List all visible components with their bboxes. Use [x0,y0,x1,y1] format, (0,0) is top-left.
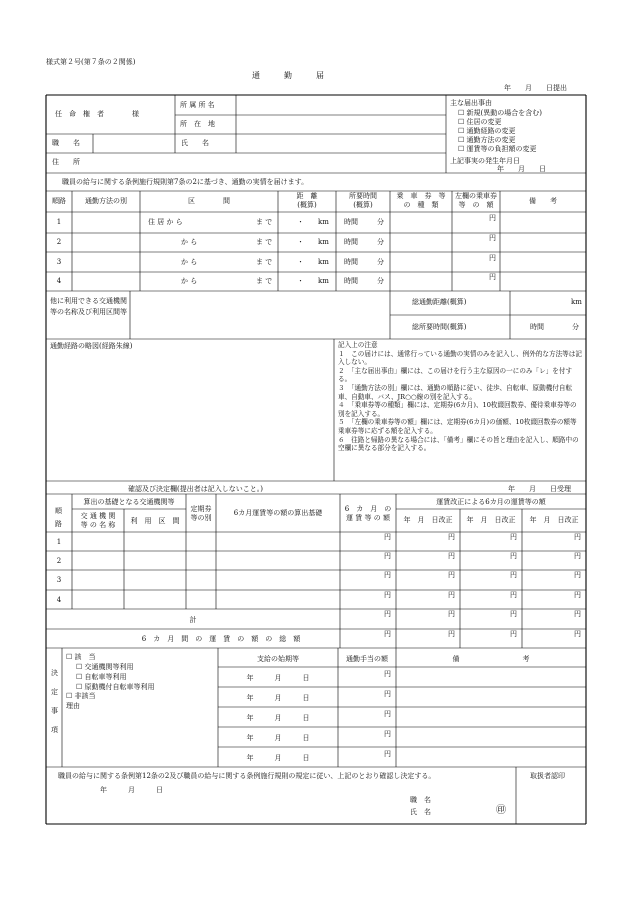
yen-unit: 円 [448,630,455,638]
start-date: 年 月 日 [246,694,310,702]
yen-unit: 円 [384,571,391,579]
yen-unit: 円 [574,610,581,618]
reasons-title: 主な届出事由 [450,99,492,107]
confirm-title: 確認及び決定欄(提出者は記入しないこと。) [128,485,263,493]
occurrence-date: 年 月 日 [497,165,546,173]
confirm-total-label: 計 [189,616,197,624]
allowance-yen: 円 [384,710,391,718]
confirm-header-name: 交 通 機 関 等 の 名 称 [80,512,116,529]
yen-unit: 円 [384,533,391,541]
route-map-label: 通勤経路の略図(経路朱線) [50,342,133,350]
reason-item[interactable]: ☐ 運賃等の負担額の変更 [458,145,537,153]
route-header-pass-amount: 左欄の乗車券 等 の 額 [455,192,497,209]
reason-label: 理由 [66,702,80,710]
allowance-yen: 円 [384,670,391,678]
confirm-header-pass: 定期券 等の別 [190,505,212,522]
route-header-remarks: 備 考 [529,197,557,205]
route-header-method: 通勤方法の別 [85,197,127,205]
route-header-pass-type: 乗 車 券 等 の 種 類 [396,192,446,209]
grand-total-label: 6 カ 月 間 の 運 賃 の 額 の 総 額 [141,635,301,643]
form-number: 様式第２号(第７条の２関係) [46,58,136,66]
reason-item[interactable]: ☐ 通勤方法の変更 [458,136,516,144]
notes: 記入上の注意 １ この届けには、通常行っている通勤の実情のみを記入し、例外的な方法等は記入しない。 ２ 「主な届出事由」欄には、この届けを行う主な原因の一にのみ「レ」を付する。 ３ 「通勤方法の別」欄には、通勤の順路に従い、徒歩、自転車、原動機付自転車、自動車、バス、JR○○線の別を記入する。 ４ 「乗車券等の種類」欄には、定期券(6カ月)、10枚綴回数券、優待乗車券等の別を記入する。 ５ 「左欄の乗車券等の額」欄には、定期券(6カ月)の価額、10枚綴回数券の額等乗車券等に応ずる額を記入する。 ６ 往路と帰路の異なる場合には、「備考」欄にその旨と理由を記入し、順路中の空欄に異なる部分を記入する。 [338,341,582,453]
yen-unit: 円 [510,571,517,579]
handler-seal-label: 取扱者認印 [530,772,565,780]
route-header-no: 順路 [52,197,66,205]
footer-statement: 職員の給与に関する条例第12条の2及び職員の給与に関する条例施行規則の規定に従い、上記のとおり確認し決定する。 [58,772,436,780]
allowance-yen: 円 [384,750,391,758]
seal-icon: ㊞ [496,805,506,816]
yen-unit: 円 [384,610,391,618]
position-label: 職 名 [52,139,80,147]
yen-unit: 円 [448,571,455,579]
yen-unit: 円 [510,630,517,638]
name-label: 氏 名 [181,139,209,147]
dept-label: 所 属 所 名 [180,101,215,109]
applicable-option[interactable]: ☐ 該 当 [66,653,96,661]
start-date: 年 月 日 [246,714,310,722]
total-time-label: 総所要時間(概算) [412,323,467,331]
yen-unit: 円 [384,630,391,638]
reason-item[interactable]: ☐ 新規(異動の場合を含む) [458,109,542,117]
declaration: 職員の給与に関する条例施行規則第7条の2に基づき、通勤の実情を届けます。 [62,178,309,186]
revision-date: 年 月 日改正 [529,516,579,524]
confirm-header-calc: 6カ月運賃等の額の算出基礎 [233,509,323,517]
yen-unit: 円 [510,591,517,599]
confirm-row-no: 2 [56,557,62,565]
allowance-label: 通勤手当の額 [346,655,388,663]
yen-unit: 円 [510,533,517,541]
revision-date: 年 月 日改正 [466,516,516,524]
yen-unit: 円 [448,533,455,541]
location-label: 所 在 地 [180,120,215,128]
other-transport-label: 他に利用できる交通機関等の名称及び利用区間等 [50,297,127,316]
route-header-time: 所要時間 (概算) [349,192,377,209]
confirm-header-amount: 6 カ 月 の 運 賃 等 の 額 [344,505,392,522]
reason-item[interactable]: ☐ 通勤経路の変更 [458,127,516,135]
submission-date: 年 月 日提出 [504,84,567,92]
address-label: 住 所 [52,158,80,166]
route-header-distance: 距 離 (概算) [296,192,318,209]
footer-name-label: 氏 名 [410,808,431,816]
footer-date: 年 月 日 [100,786,163,794]
yen-unit: 円 [448,610,455,618]
decision-label: 決 定 事 項 [51,669,58,734]
yen-unit: 円 [384,591,391,599]
reason-item[interactable]: ☐ 住居の変更 [458,118,502,126]
occurrence-label: 上記事実の発生年月日 [450,157,520,165]
revision-date: 年 月 日改正 [403,516,453,524]
yen-unit: 円 [574,533,581,541]
confirm-header-section: 利 用 区 間 [130,517,180,525]
page-title: 通 勤 届 [252,71,324,80]
start-label: 支給の始期等 [257,655,299,663]
yen-unit: 円 [384,552,391,560]
confirm-header-revision: 運賃改正による6カ月の運賃等の額 [436,498,546,506]
yen-unit: 円 [574,591,581,599]
start-date: 年 月 日 [246,674,310,682]
yen-unit: 円 [448,552,455,560]
decision-remarks-label: 備 考 [452,655,530,663]
allowance-yen: 円 [384,690,391,698]
total-time-min: 分 [572,323,579,331]
applicable-sub-option[interactable]: ☐ 交通機関等利用 [76,663,134,671]
not-applicable-option[interactable]: ☐ 非該当 [66,692,96,700]
start-date: 年 月 日 [246,734,310,742]
total-distance-unit: km [571,298,582,306]
yen-unit: 円 [574,552,581,560]
total-time-hour: 時間 [530,323,544,331]
confirm-row-no: 3 [56,576,62,584]
route-header-section: 区 間 [188,197,230,205]
yen-unit: 円 [510,552,517,560]
applicable-sub-option[interactable]: ☐ 原動機付自転車等利用 [76,683,155,691]
yen-unit: 円 [574,571,581,579]
yen-unit: 円 [510,610,517,618]
total-distance-label: 総通勤距離(概算) [412,298,467,306]
confirm-row-no: 1 [56,538,62,546]
confirm-header-basis: 算出の基礎となる交通機関等 [83,498,175,506]
yen-unit: 円 [574,630,581,638]
received-date: 年 月 日受理 [508,485,571,493]
authority-label: 任 命 権 者 様 [55,110,139,118]
yen-unit: 円 [448,591,455,599]
allowance-yen: 円 [384,730,391,738]
confirm-row-no: 4 [56,596,62,604]
applicable-sub-option[interactable]: ☐ 自転車等利用 [76,673,127,681]
footer-position-label: 職 名 [410,796,431,804]
start-date: 年 月 日 [246,754,310,762]
confirm-header-no: 順路 [55,507,62,528]
